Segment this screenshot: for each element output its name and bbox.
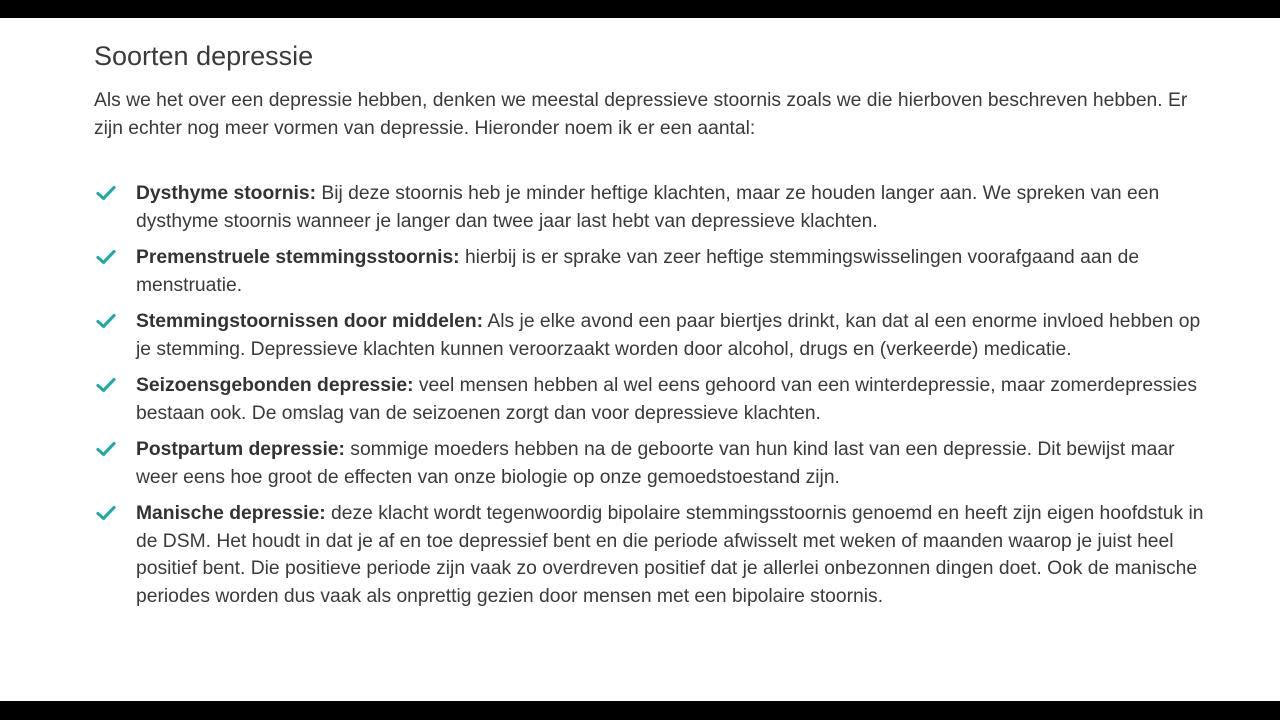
list-item [94, 372, 1204, 427]
intro-paragraph: Als we het over een depressie hebben, denken we meestal depressieve stoornis zoals we die hierboven beschreven hebben. Er zijn echter nog meer vormen van depressie. Hieronder noem ik er een aantal: [94, 90, 1188, 139]
page-content [0, 18, 1280, 701]
letterbox-top [0, 0, 1280, 18]
list-item [94, 180, 1204, 235]
list-item [94, 244, 1204, 299]
section-title: Soorten depressie [94, 41, 314, 71]
item-term: Seizoensgebonden depressie: [136, 375, 414, 396]
item-term: Postpartum depressie: [136, 439, 345, 460]
list-item [94, 308, 1204, 363]
letterbox-bottom [0, 701, 1280, 720]
list-item [94, 436, 1204, 491]
item-term: Premenstruele stemmingsstoornis: [136, 247, 460, 268]
list-item [94, 500, 1204, 610]
check-icon [96, 441, 116, 457]
check-icon [96, 185, 116, 201]
item-text: hierbij is er sprake van zeer heftige stemmingswisselingen voorafgaand aan de menstruatie. [136, 247, 1140, 296]
item-term: Stemmingstoornissen door middelen: [136, 311, 484, 332]
article [94, 18, 1204, 619]
item-text: Als je elke avond een paar biertjes drinkt, kan dat al een enorme invloed hebben op je stemming. Depressieve klachten kunnen veroorzaakt worden door alcohol, drugs en (verkeerde) medicatie. [136, 311, 1201, 360]
item-text: Bij deze stoornis heb je minder heftige klachten, maar ze houden langer aan. We spreken van een dysthyme stoornis wanneer je langer dan twee jaar last hebt van depressieve klachten. [136, 183, 1160, 232]
depression-types-list [94, 180, 1204, 610]
check-icon [96, 313, 116, 329]
item-text: veel mensen hebben al wel eens gehoord van een winterdepressie, maar zomerdepressies bestaan ook. De omslag van de seizoenen zorgt dan voor depressieve klachten. [136, 375, 1198, 424]
item-text: deze klacht wordt tegenwoordig bipolaire stemmingsstoornis genoemd en heeft zijn eigen hoofdstuk in de DSM. Het houdt in dat je af en toe depressief bent en die periode afwisselt met weken of maanden waarop je juist heel positief bent. Die positieve periode zijn vaak zo overdreven positief dat je allerlei onbezonnen dingen doet. Ook de manische periodes worden dus vaak als onprettig gezien door mensen met een bipolaire stoornis. [136, 503, 1204, 607]
check-icon [96, 377, 116, 393]
check-icon [96, 505, 116, 521]
item-term: Manische depressie: [136, 503, 326, 524]
check-icon [96, 249, 116, 265]
item-text: sommige moeders hebben na de geboorte van hun kind last van een depressie. Dit bewijst maar weer eens hoe groot de effecten van onze biologie op onze gemoedstoestand zijn. [136, 439, 1175, 488]
item-term: Dysthyme stoornis: [136, 183, 316, 204]
